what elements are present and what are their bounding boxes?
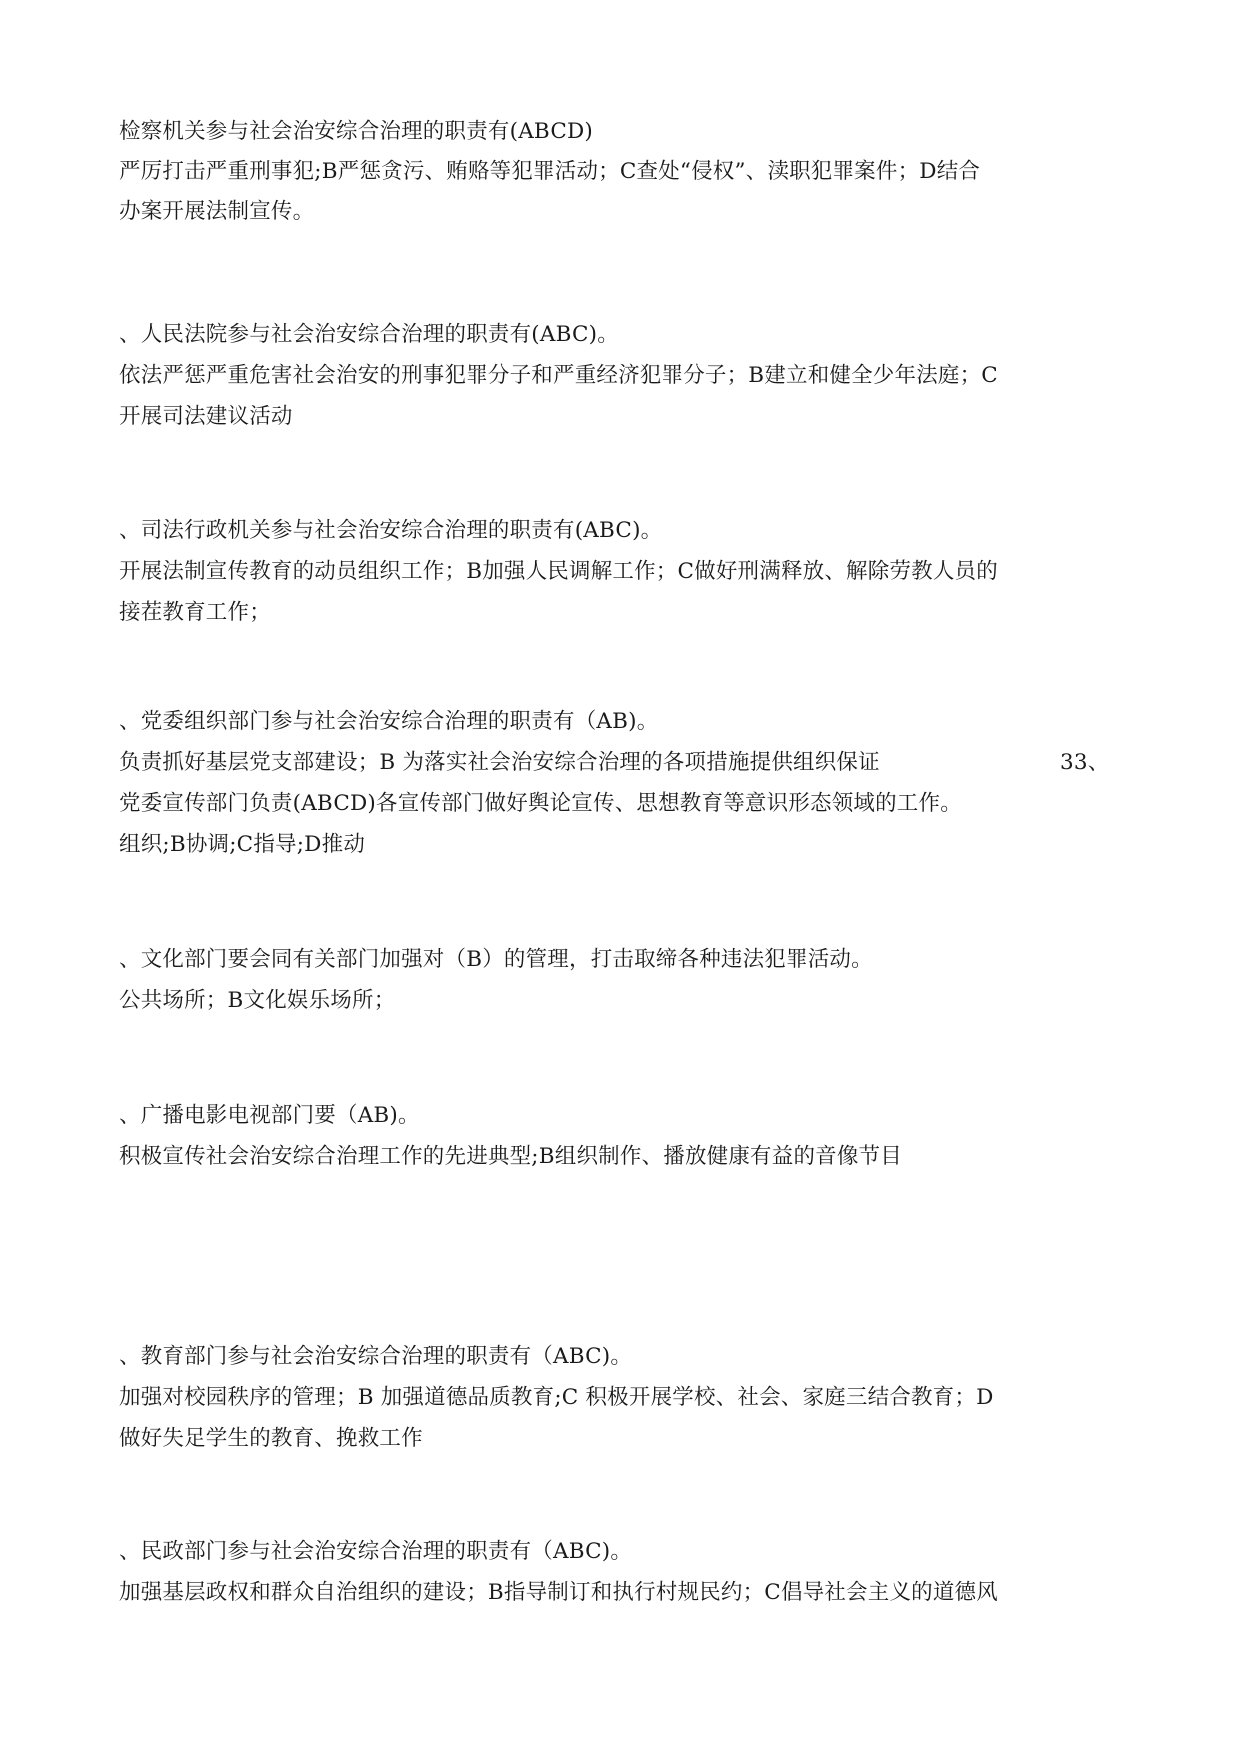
answer-3-line-1: 开展法制宣传教育的动员组织工作；B加强人民调解工作；C做好刑满释放、解除劳教人员的 bbox=[119, 559, 998, 584]
answer-2-line-2: 开展司法建议活动 bbox=[119, 404, 293, 429]
question-4: 、党委组织部门参与社会治安综合治理的职责有（AB)。 bbox=[119, 709, 659, 734]
answer-4-line-2: 党委宣传部门负责(ABCD)各宣传部门做好舆论宣传、思想教育等意识形态领域的工作。 bbox=[119, 791, 962, 816]
answer-7-line-2: 做好失足学生的教育、挽救工作 bbox=[119, 1426, 423, 1451]
question-1: 检察机关参与社会治安综合治理的职责有(ABCD) bbox=[119, 119, 593, 144]
answer-6-line-1: 积极宣传社会治安综合治理工作的先进典型;B组织制作、播放健康有益的音像节目 bbox=[119, 1144, 902, 1169]
question-8: 、民政部门参与社会治安综合治理的职责有（ABC)。 bbox=[119, 1539, 633, 1564]
question-2: 、人民法院参与社会治安综合治理的职责有(ABC)。 bbox=[119, 322, 619, 347]
answer-7-line-1: 加强对校园秩序的管理；B 加强道德品质教育;C 积极开展学校、社会、家庭三结合教育；D bbox=[119, 1385, 994, 1410]
question-5: 、文化部门要会同有关部门加强对（B）的管理，打击取缔各种违法犯罪活动。 bbox=[119, 947, 873, 972]
answer-4-line-1: 负责抓好基层党支部建设；B 为落实社会治安综合治理的各项措施提供组织保证 bbox=[119, 750, 880, 775]
answer-4-line-3: 组织;B协调;C指导;D推动 bbox=[119, 832, 366, 857]
question-3: 、司法行政机关参与社会治安综合治理的职责有(ABC)。 bbox=[119, 518, 663, 543]
question-6: 、广播电影电视部门要（AB)。 bbox=[119, 1103, 420, 1128]
answer-3-line-2: 接茬教育工作； bbox=[119, 600, 271, 625]
answer-5-line-1: 公共场所；B文化娱乐场所； bbox=[119, 988, 396, 1013]
inline-question-number: 33、 bbox=[1060, 750, 1110, 775]
answer-8-line-1: 加强基层政权和群众自治组织的建设；B指导制订和执行村规民约；C倡导社会主义的道德风 bbox=[119, 1580, 998, 1605]
question-7: 、教育部门参与社会治安综合治理的职责有（ABC)。 bbox=[119, 1344, 633, 1369]
answer-1-line-1: 严厉打击严重刑事犯;B严惩贪污、贿赂等犯罪活动；C查处“侵权”、渎职犯罪案件；D结合 bbox=[119, 159, 981, 184]
answer-2-line-1: 依法严惩严重危害社会治安的刑事犯罪分子和严重经济犯罪分子；B建立和健全少年法庭；C bbox=[119, 363, 998, 388]
answer-1-line-2: 办案开展法制宣传。 bbox=[119, 199, 315, 224]
